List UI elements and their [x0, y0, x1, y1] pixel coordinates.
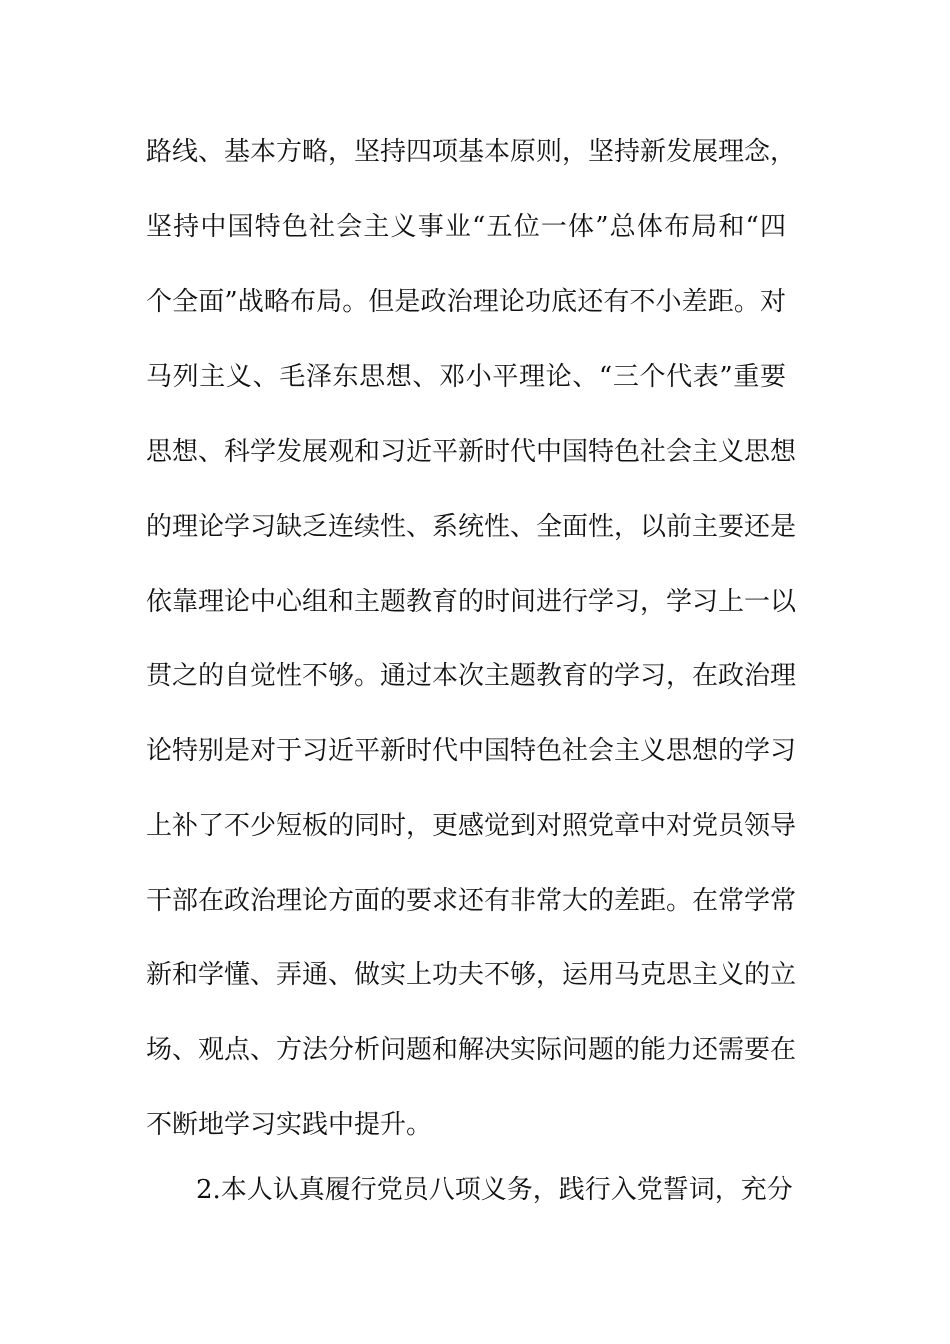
paragraph-line-6: 的理论学习缺乏连续性、系统性、全面性，以前主要还是 — [146, 512, 797, 542]
paragraph-line-5: 思想、科学发展观和习近平新时代中国特色社会主义思想 — [146, 437, 797, 467]
paragraph-line-11: 干部在政治理论方面的要求还有非常大的差距。在常学常 — [146, 886, 797, 916]
paragraph-line-9: 论特别是对于习近平新时代中国特色社会主义思想的学习 — [146, 736, 797, 766]
paragraph-2-first-line: 2.本人认真履行党员八项义务，践行入党誓词，充分 — [196, 1175, 793, 1205]
paragraph-line-12: 新和学懂、弄通、做实上功夫不够，运用马克思主义的立 — [146, 960, 797, 990]
paragraph-line-1: 路线、基本方略，坚持四项基本原则，坚持新发展理念， — [146, 137, 797, 167]
paragraph-line-3: 个全面”战略布局。但是政治理论功底还有不小差距。对 — [146, 287, 786, 317]
paragraph-line-4: 马列主义、毛泽东思想、邓小平理论、“三个代表”重要 — [146, 362, 786, 392]
paragraph-line-8: 贯之的自觉性不够。通过本次主题教育的学习，在政治理 — [146, 661, 797, 691]
paragraph-line-14: 不断地学习实践中提升。 — [146, 1110, 433, 1140]
paragraph-line-7: 依靠理论中心组和主题教育的时间进行学习，学习上一以 — [146, 587, 797, 617]
paragraph-line-2: 坚持中国特色社会主义事业“五位一体”总体布局和“四 — [146, 212, 786, 242]
paragraph-line-13: 场、观点、方法分析问题和解决实际问题的能力还需要在 — [146, 1035, 797, 1065]
paragraph-line-10: 上补了不少短板的同时，更感觉到对照党章中对党员领导 — [146, 811, 797, 841]
